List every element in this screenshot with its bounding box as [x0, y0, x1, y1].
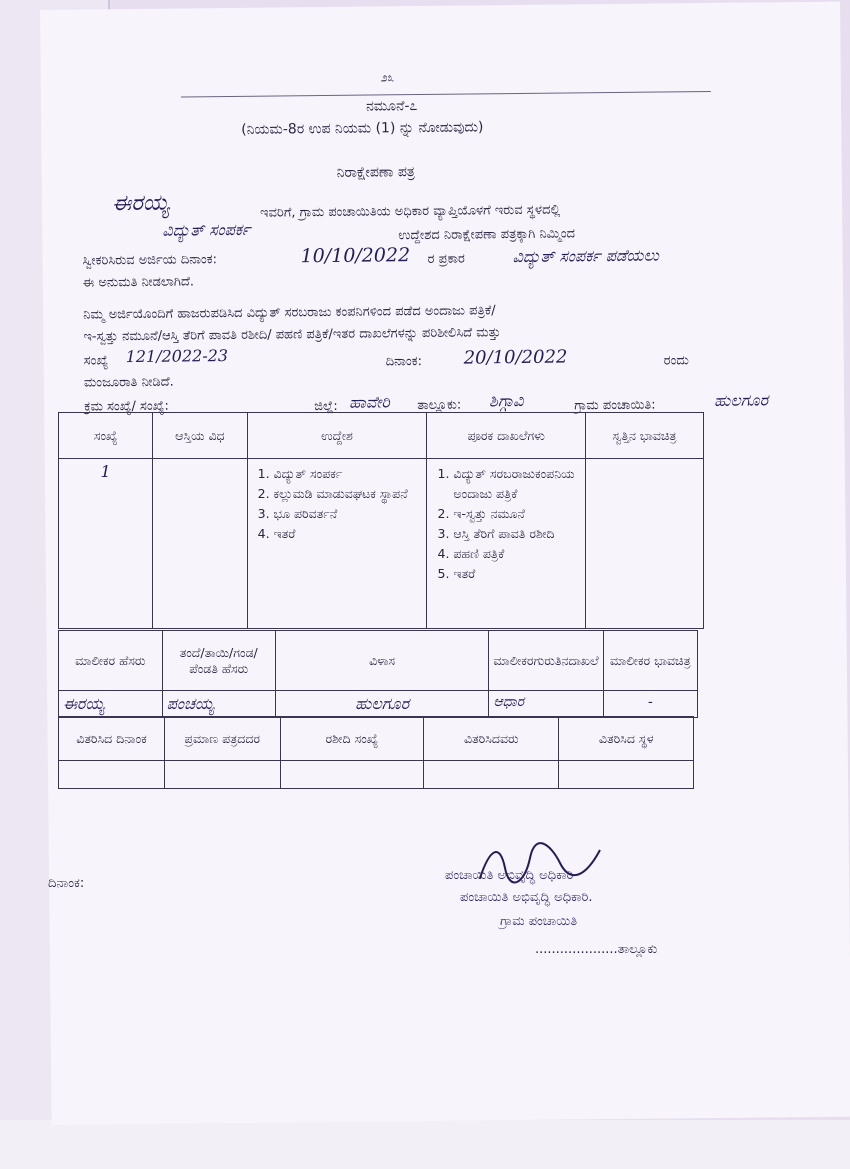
documents-cell — [427, 459, 585, 629]
col-header-issue-date: ವಿತರಿಸಿದ ದಿನಾಂಕ — [59, 717, 165, 761]
purpose-item: 1. ವಿದ್ಯುತ್ ಸಂಪರ್ಕ — [274, 464, 423, 484]
col-header-relation-name: ತಂದೆ/ತಾಯಿ/ಗಂಡ/ ಪೆಂಡತಿ ಹೆಸರು — [162, 631, 275, 691]
col-header-receipt-number: ರಶೀದಿ ಸಂಖ್ಯೆ — [280, 717, 424, 761]
district-handwritten: ಹಾವೇರಿ — [349, 392, 390, 412]
header-rule — [181, 91, 711, 98]
page-bottom-edge — [0, 1120, 850, 1169]
purpose-item: 2. ಕಲ್ಲುಮಡಿ ಮಾಡುವಘಟಕ ಸ್ಥಾಪನೆ — [274, 484, 423, 504]
para1-line1: ಇವರಿಗೆ, ಗ್ರಾಮ ಪಂಚಾಯಿತಿಯ ಅಧಿಕಾರ ವ್ಯಾಪ್ತಿಯೊಳಗೆ ಇರುವ ಸ್ಥಳದಲ್ಲಿ — [260, 202, 561, 221]
owner-name-handwritten: ಈರಯ್ಯ — [59, 691, 163, 718]
document-item: 2. ಇ-ಸ್ವತ್ತು ನಮೂನೆ — [453, 504, 580, 524]
col-header-documents: ಪೂರಕ ದಾಖಲೆಗಳು — [427, 413, 585, 459]
relation-name-handwritten: ಪಂಚಯ್ಯ — [162, 691, 275, 718]
seal-line3: ಗ್ರಾಮ ಪಂಚಾಯಿತಿ — [500, 914, 578, 929]
sanction-number-handwritten: 121/2022-23 — [125, 346, 229, 367]
footer-taluk: ....................ತಾಲ್ಲೂಕು — [535, 942, 658, 957]
taluk-label: ತಾಲ್ಲೂಕು: — [417, 397, 462, 414]
document-item: 5. ಇತರೆ — [453, 564, 580, 584]
col-header-owner-name: ಮಾಲೀಕರ ಹೆಸರು — [59, 631, 163, 691]
col-header-certificate-fee: ಪ್ರಮಾಣ ಪತ್ರದದರ — [164, 717, 280, 761]
document-item: 3. ಆಸ್ತಿ ತೆರಿಗೆ ಪಾವತಿ ರಶೀದಿ — [453, 524, 580, 544]
col-header-issued-by: ವಿತರಿಸಿದವರು — [424, 717, 559, 761]
footer-date-label: ದಿನಾಂಕ: — [48, 876, 85, 891]
page-number: ೨೩ — [380, 70, 395, 85]
applicant-name-handwritten: ಈರಯ್ಯ — [111, 190, 170, 217]
property-photo-cell — [585, 459, 703, 629]
taluk-handwritten: ಶಿಗ್ಗಾವಿ — [489, 390, 524, 411]
owner-table — [58, 630, 698, 718]
serial-cell — [59, 459, 153, 629]
gp-label: ಗ್ರಾಮ ಪಂಚಾಯಿತಿ: — [574, 397, 656, 414]
purpose2-handwritten: ವಿದ್ಯುತ್ ಸಂಪರ್ಕ ಪಡೆಯಲು — [512, 245, 659, 267]
document-item: 4. ಪಹಣಿ ಪತ್ರಿಕೆ — [453, 544, 580, 564]
purpose-item: 3. ಭೂ ಪರಿವರ್ತನೆ — [274, 504, 423, 524]
para2-line4: ಮಂಜೂರಾತಿ ನೀಡಿದೆ. — [83, 374, 174, 391]
issued-by-cell — [424, 761, 559, 789]
rule-reference: (ನಿಯಮ-8ರ ಉಪ ನಿಯಮ (1) ನ್ನು ನೋಡುವುದು) — [241, 119, 484, 138]
purpose-handwritten: ವಿದ್ಯುತ್ ಸಂಪರ್ಕ — [162, 219, 251, 240]
para2-line3b: ದಿನಾಂಕ: — [385, 354, 422, 370]
serial-label: ಕ್ರಮ ಸಂಖ್ಯೆ/ ಸಂಖ್ಯೆ: — [84, 398, 169, 415]
seal-line1: ಪಂಚಾಯಿತಿ ಅಭಿವೃದ್ಧಿ ಅಧಿಕಾರಿ — [445, 868, 574, 883]
para2-line1: ನಿಮ್ಮ ಅರ್ಜಿಯೊಂದಿಗೆ ಹಾಜರುಪಡಿಸಿದ ವಿದ್ಯುತ್ ಸರಬರಾಜು ಕಂಪನಿಗಳಿಂದ ಪಡೆದ ಅಂದಾಜು ಪತ್ರಿಕೆ/ — [83, 303, 496, 323]
sanction-date-handwritten: 20/10/2022 — [463, 346, 568, 369]
address-handwritten: ಹುಲಗೂರ — [275, 691, 489, 718]
para2-line3a: ಸಂಖ್ಯೆ — [83, 353, 109, 369]
col-header-address: ವಿಳಾಸ — [275, 631, 489, 691]
district-label: ಜಿಲ್ಲೆ: — [314, 398, 338, 415]
para2-line2: ಇ-ಸ್ವತ್ತು ನಮೂನೆ/ಆಸ್ತಿ ತೆರಿಗೆ ಪಾವತಿ ರಶೀದಿ/ ಪಹಣಿ ಪತ್ರಿಕೆ/ಇತರ ದಾಖಲೆಗಳನ್ನು ಪರಿಶೀಲಿಸಿದೆ ಮತ್ತು — [83, 325, 501, 345]
para2-line3c: ರಂದು — [663, 353, 689, 369]
col-header-property-type: ಆಸ್ತಿಯ ವಿಧ — [153, 413, 247, 459]
col-header-serial: ಸಂಖ್ಯೆ — [59, 413, 153, 459]
col-header-property-photo: ಸ್ವತ್ತಿನ ಭಾವಚಿತ್ರ — [585, 413, 703, 459]
issue-place-cell — [559, 761, 694, 789]
seal-line2: ಪಂಚಾಯಿತಿ ಅಭಿವೃದ್ಧಿ ಅಧಿಕಾರಿ. — [460, 890, 593, 905]
para1-line2: ಉದ್ದೇಶದ ನಿರಾಕ್ಷೇಪಣಾ ಪತ್ರಕ್ಕಾಗಿ ನಿಮ್ಮಿಂದ — [398, 226, 576, 244]
col-header-owner-photo: ಮಾಲೀಕರ ಭಾವಚಿತ್ರ — [603, 631, 697, 691]
purpose-item: 4. ಇತರೆ — [274, 524, 423, 544]
para1-line4: ಈ ಅನುಮತಿ ನೀಡಲಾಗಿದೆ. — [82, 274, 195, 291]
document-item: 1. ವಿದ್ಯುತ್ ಸರಬರಾಜುಕಂಪನಿಯ ಅಂದಾಜು ಪತ್ರಿಕೆ — [453, 464, 580, 504]
application-date-handwritten: 10/10/2022 — [300, 244, 411, 268]
id-document-handwritten: ಆಧಾರ — [489, 691, 603, 718]
receipt-number-cell — [280, 761, 424, 789]
form-title: ನಮೂನೆ-೭ — [365, 98, 418, 115]
col-header-id-document: ಮಾಲೀಕರಗುರುತಿನದಾಖಲೆ — [489, 631, 603, 691]
issuance-table — [58, 716, 694, 789]
para1-line3b: ರ ಪ್ರಕಾರ — [427, 251, 465, 267]
owner-photo-mark: - — [603, 691, 697, 718]
purpose-cell — [247, 459, 427, 629]
property-type-cell — [153, 459, 247, 629]
document-title: ನಿರಾಕ್ಷೇಪಣಾ ಪತ್ರ — [336, 164, 415, 181]
property-table — [58, 412, 704, 629]
col-header-purpose: ಉದ್ದೇಶ — [247, 413, 427, 459]
col-header-issue-place: ವಿತರಿಸಿದ ಸ್ಥಳ — [559, 717, 694, 761]
serial-handwritten: 1 — [100, 462, 111, 481]
issue-date-cell — [59, 761, 165, 789]
gp-handwritten: ಹುಲಗೂರ — [714, 390, 769, 410]
certificate-fee-cell — [164, 761, 280, 789]
para1-line3a: ಸ್ವೀಕರಿಸಿರುವ ಅರ್ಜಿಯ ದಿನಾಂಕ: — [82, 252, 218, 269]
